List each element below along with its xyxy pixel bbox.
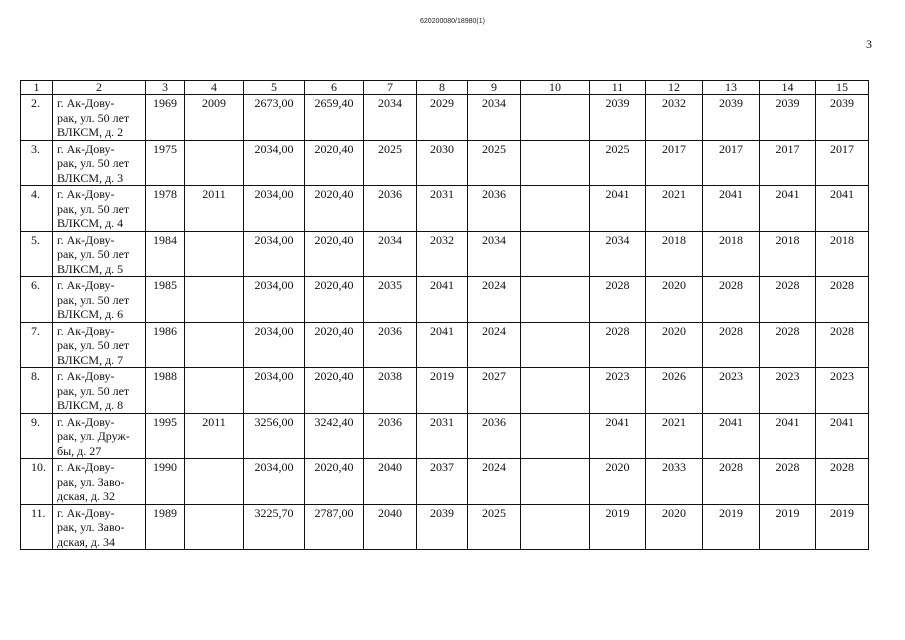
cell-col-6: 2020,40 <box>305 231 364 277</box>
cell-col-13: 2041 <box>703 413 760 459</box>
address-line: г. Ак-Дову- <box>57 414 115 429</box>
row-number: 7. <box>21 322 53 368</box>
cell-col-3: 1975 <box>146 140 185 186</box>
cell-col-15: 2041 <box>816 413 869 459</box>
row-number: 10. <box>21 459 53 505</box>
cell-col-5: 3225,70 <box>244 504 305 550</box>
cell-col-3: 1985 <box>146 277 185 323</box>
cell-col-15: 2017 <box>816 140 869 186</box>
cell-col-7: 2025 <box>364 140 417 186</box>
cell-col-14: 2017 <box>760 140 816 186</box>
cell-col-15: 2023 <box>816 368 869 414</box>
table-row <box>21 504 869 550</box>
cell-col-15: 2039 <box>816 95 869 141</box>
address-line: г. Ак-Дову- <box>57 460 115 474</box>
cell-col-11: 2039 <box>590 95 646 141</box>
column-header: 13 <box>703 81 760 95</box>
cell-col-14: 2028 <box>760 277 816 323</box>
cell-col-9: 2034 <box>468 95 521 141</box>
cell-col-11: 2025 <box>590 140 646 186</box>
cell-col-12: 2021 <box>646 186 703 232</box>
cell-col-7: 2036 <box>364 413 417 459</box>
cell-col-14: 2018 <box>760 231 816 277</box>
cell-col-12: 2033 <box>646 459 703 505</box>
address-line: рак, ул. 50 лет <box>57 110 130 125</box>
column-header: 4 <box>185 81 244 95</box>
row-number: 8. <box>21 368 53 414</box>
document-id: 620200080/18980(1) <box>419 18 485 25</box>
cell-col-11: 2028 <box>590 322 646 368</box>
cell-col-14: 2041 <box>760 186 816 232</box>
row-number: 3. <box>21 140 53 186</box>
cell-col-4 <box>185 322 244 368</box>
cell-col-6: 2787,00 <box>305 504 364 550</box>
cell-col-5: 3256,00 <box>244 413 305 459</box>
cell-col-3: 1978 <box>146 186 185 232</box>
cell-col-15: 2028 <box>816 322 869 368</box>
address-line: г. Ак-Дову- <box>57 232 115 247</box>
address-line: ВЛКСМ, д. 2 <box>57 125 124 139</box>
cell-col-6: 2020,40 <box>305 186 364 232</box>
cell-col-10 <box>521 277 590 323</box>
cell-col-5: 2034,00 <box>244 322 305 368</box>
cell-col-8: 2031 <box>417 186 468 232</box>
cell-col-7: 2036 <box>364 322 417 368</box>
row-number: 11. <box>21 504 53 550</box>
cell-col-8: 2041 <box>417 277 468 323</box>
cell-col-3: 1990 <box>146 459 185 505</box>
address-line: г. Ак-Дову- <box>57 141 115 156</box>
address-cell <box>53 413 146 459</box>
cell-col-7: 2035 <box>364 277 417 323</box>
cell-col-6: 3242,40 <box>305 413 364 459</box>
cell-col-3: 1969 <box>146 95 185 141</box>
cell-col-4: 2011 <box>185 186 244 232</box>
cell-col-15: 2028 <box>816 277 869 323</box>
cell-col-3: 1984 <box>146 231 185 277</box>
cell-col-13: 2017 <box>703 140 760 186</box>
column-header: 1 <box>21 81 53 95</box>
column-header: 11 <box>590 81 646 95</box>
column-header: 2 <box>53 81 146 95</box>
table-row <box>21 140 869 186</box>
address-line: рак, ул. Заво- <box>57 474 125 489</box>
cell-col-13: 2019 <box>703 504 760 550</box>
table-row <box>21 95 869 141</box>
cell-col-3: 1995 <box>146 413 185 459</box>
address-line: рак, ул. Друж- <box>57 429 130 443</box>
cell-col-5: 2034,00 <box>244 459 305 505</box>
cell-col-11: 2020 <box>590 459 646 505</box>
address-cell <box>53 140 146 186</box>
cell-col-15: 2028 <box>816 459 869 505</box>
cell-col-9: 2024 <box>468 277 521 323</box>
cell-col-6: 2020,40 <box>305 459 364 505</box>
table-body <box>21 95 869 550</box>
address-line: рак, ул. 50 лет <box>57 292 130 307</box>
address-line: г. Ак-Дову- <box>57 369 115 383</box>
cell-col-6: 2659,40 <box>305 95 364 141</box>
column-header: 14 <box>760 81 816 95</box>
cell-col-9: 2027 <box>468 368 521 414</box>
address-line: г. Ак-Дову- <box>57 278 115 292</box>
cell-col-14: 2028 <box>760 459 816 505</box>
address-cell <box>53 322 146 368</box>
cell-col-7: 2038 <box>364 368 417 414</box>
cell-col-3: 1989 <box>146 504 185 550</box>
row-number: 6. <box>21 277 53 323</box>
address-cell <box>53 95 146 141</box>
cell-col-11: 2019 <box>590 504 646 550</box>
cell-col-12: 2026 <box>646 368 703 414</box>
address-cell <box>53 368 146 414</box>
table-row <box>21 368 869 414</box>
cell-col-8: 2037 <box>417 459 468 505</box>
address-cell <box>53 231 146 277</box>
cell-col-6: 2020,40 <box>305 140 364 186</box>
cell-col-9: 2024 <box>468 459 521 505</box>
address-line: рак, ул. 50 лет <box>57 201 130 216</box>
cell-col-4 <box>185 368 244 414</box>
cell-col-10 <box>521 95 590 141</box>
cell-col-7: 2034 <box>364 95 417 141</box>
column-header: 7 <box>364 81 417 95</box>
cell-col-13: 2023 <box>703 368 760 414</box>
address-line: дская, д. 34 <box>57 534 116 549</box>
cell-col-14: 2019 <box>760 504 816 550</box>
cell-col-12: 2018 <box>646 231 703 277</box>
cell-col-11: 2028 <box>590 277 646 323</box>
column-header: 12 <box>646 81 703 95</box>
cell-col-12: 2017 <box>646 140 703 186</box>
cell-col-13: 2039 <box>703 95 760 141</box>
cell-col-4 <box>185 140 244 186</box>
table-row <box>21 277 869 323</box>
cell-col-12: 2032 <box>646 95 703 141</box>
address-line: ВЛКСМ, д. 3 <box>57 170 124 185</box>
address-line: рак, ул. 50 лет <box>57 383 130 398</box>
row-number: 9. <box>21 413 53 459</box>
cell-col-14: 2039 <box>760 95 816 141</box>
cell-col-9: 2036 <box>468 413 521 459</box>
cell-col-5: 2034,00 <box>244 231 305 277</box>
cell-col-9: 2024 <box>468 322 521 368</box>
address-line: рак, ул. 50 лет <box>57 338 130 352</box>
address-line: ВЛКСМ, д. 7 <box>57 352 124 367</box>
cell-col-13: 2041 <box>703 186 760 232</box>
column-header: 8 <box>417 81 468 95</box>
cell-col-15: 2041 <box>816 186 869 232</box>
address-line: рак, ул. 50 лет <box>57 247 130 261</box>
table-row <box>21 413 869 459</box>
cell-col-8: 2029 <box>417 95 468 141</box>
cell-col-13: 2018 <box>703 231 760 277</box>
cell-col-6: 2020,40 <box>305 368 364 414</box>
cell-col-14: 2041 <box>760 413 816 459</box>
cell-col-8: 2019 <box>417 368 468 414</box>
cell-col-13: 2028 <box>703 277 760 323</box>
address-line: дская, д. 32 <box>57 489 116 503</box>
table-row <box>21 459 869 505</box>
cell-col-9: 2025 <box>468 140 521 186</box>
address-line: бы, д. 27 <box>57 443 102 458</box>
cell-col-8: 2039 <box>417 504 468 550</box>
cell-col-15: 2018 <box>816 231 869 277</box>
cell-col-11: 2034 <box>590 231 646 277</box>
cell-col-14: 2028 <box>760 322 816 368</box>
cell-col-9: 2034 <box>468 231 521 277</box>
cell-col-4 <box>185 231 244 277</box>
cell-col-14: 2023 <box>760 368 816 414</box>
cell-col-3: 1988 <box>146 368 185 414</box>
cell-col-5: 2034,00 <box>244 140 305 186</box>
cell-col-11: 2023 <box>590 368 646 414</box>
cell-col-10 <box>521 322 590 368</box>
cell-col-8: 2030 <box>417 140 468 186</box>
column-header: 15 <box>816 81 869 95</box>
cell-col-8: 2031 <box>417 413 468 459</box>
cell-col-5: 2673,00 <box>244 95 305 141</box>
row-number: 5. <box>21 231 53 277</box>
cell-col-8: 2032 <box>417 231 468 277</box>
cell-col-10 <box>521 504 590 550</box>
column-header: 5 <box>244 81 305 95</box>
address-line: ВЛКСМ, д. 4 <box>57 216 124 230</box>
address-line: г. Ак-Дову- <box>57 96 115 110</box>
cell-col-5: 2034,00 <box>244 277 305 323</box>
address-cell <box>53 504 146 550</box>
cell-col-7: 2040 <box>364 504 417 550</box>
page-number: 3 <box>866 37 872 51</box>
cell-col-10 <box>521 231 590 277</box>
cell-col-12: 2020 <box>646 504 703 550</box>
address-line: ВЛКСМ, д. 8 <box>57 398 124 412</box>
address-cell <box>53 459 146 505</box>
cell-col-11: 2041 <box>590 186 646 232</box>
cell-col-7: 2040 <box>364 459 417 505</box>
table-row <box>21 231 869 277</box>
cell-col-15: 2019 <box>816 504 869 550</box>
cell-col-3: 1986 <box>146 322 185 368</box>
header-row <box>21 81 869 95</box>
address-cell <box>53 186 146 232</box>
column-header: 3 <box>146 81 185 95</box>
cell-col-11: 2041 <box>590 413 646 459</box>
cell-col-10 <box>521 413 590 459</box>
cell-col-10 <box>521 459 590 505</box>
cell-col-6: 2020,40 <box>305 277 364 323</box>
address-line: рак, ул. Заво- <box>57 520 125 534</box>
cell-col-5: 2034,00 <box>244 186 305 232</box>
address-line: г. Ак-Дову- <box>57 505 115 520</box>
cell-col-4: 2011 <box>185 413 244 459</box>
address-cell <box>53 277 146 323</box>
cell-col-13: 2028 <box>703 322 760 368</box>
cell-col-4 <box>185 277 244 323</box>
data-table <box>20 80 869 550</box>
cell-col-13: 2028 <box>703 459 760 505</box>
column-header: 6 <box>305 81 364 95</box>
cell-col-5: 2034,00 <box>244 368 305 414</box>
cell-col-6: 2020,40 <box>305 322 364 368</box>
row-number: 4. <box>21 186 53 232</box>
cell-col-10 <box>521 368 590 414</box>
cell-col-7: 2036 <box>364 186 417 232</box>
cell-col-4: 2009 <box>185 95 244 141</box>
cell-col-9: 2036 <box>468 186 521 232</box>
cell-col-10 <box>521 186 590 232</box>
cell-col-12: 2020 <box>646 322 703 368</box>
address-line: г. Ак-Дову- <box>57 323 115 338</box>
address-line: ВЛКСМ, д. 6 <box>57 307 124 321</box>
address-line: ВЛКСМ, д. 5 <box>57 261 124 276</box>
cell-col-8: 2041 <box>417 322 468 368</box>
column-header: 9 <box>468 81 521 95</box>
address-line: рак, ул. 50 лет <box>57 156 130 170</box>
table-row <box>21 186 869 232</box>
cell-col-12: 2020 <box>646 277 703 323</box>
cell-col-4 <box>185 504 244 550</box>
row-number: 2. <box>21 95 53 141</box>
cell-col-12: 2021 <box>646 413 703 459</box>
table-row <box>21 322 869 368</box>
cell-col-7: 2034 <box>364 231 417 277</box>
address-line: г. Ак-Дову- <box>57 187 115 201</box>
cell-col-9: 2025 <box>468 504 521 550</box>
cell-col-4 <box>185 459 244 505</box>
column-header: 10 <box>521 81 590 95</box>
cell-col-10 <box>521 140 590 186</box>
